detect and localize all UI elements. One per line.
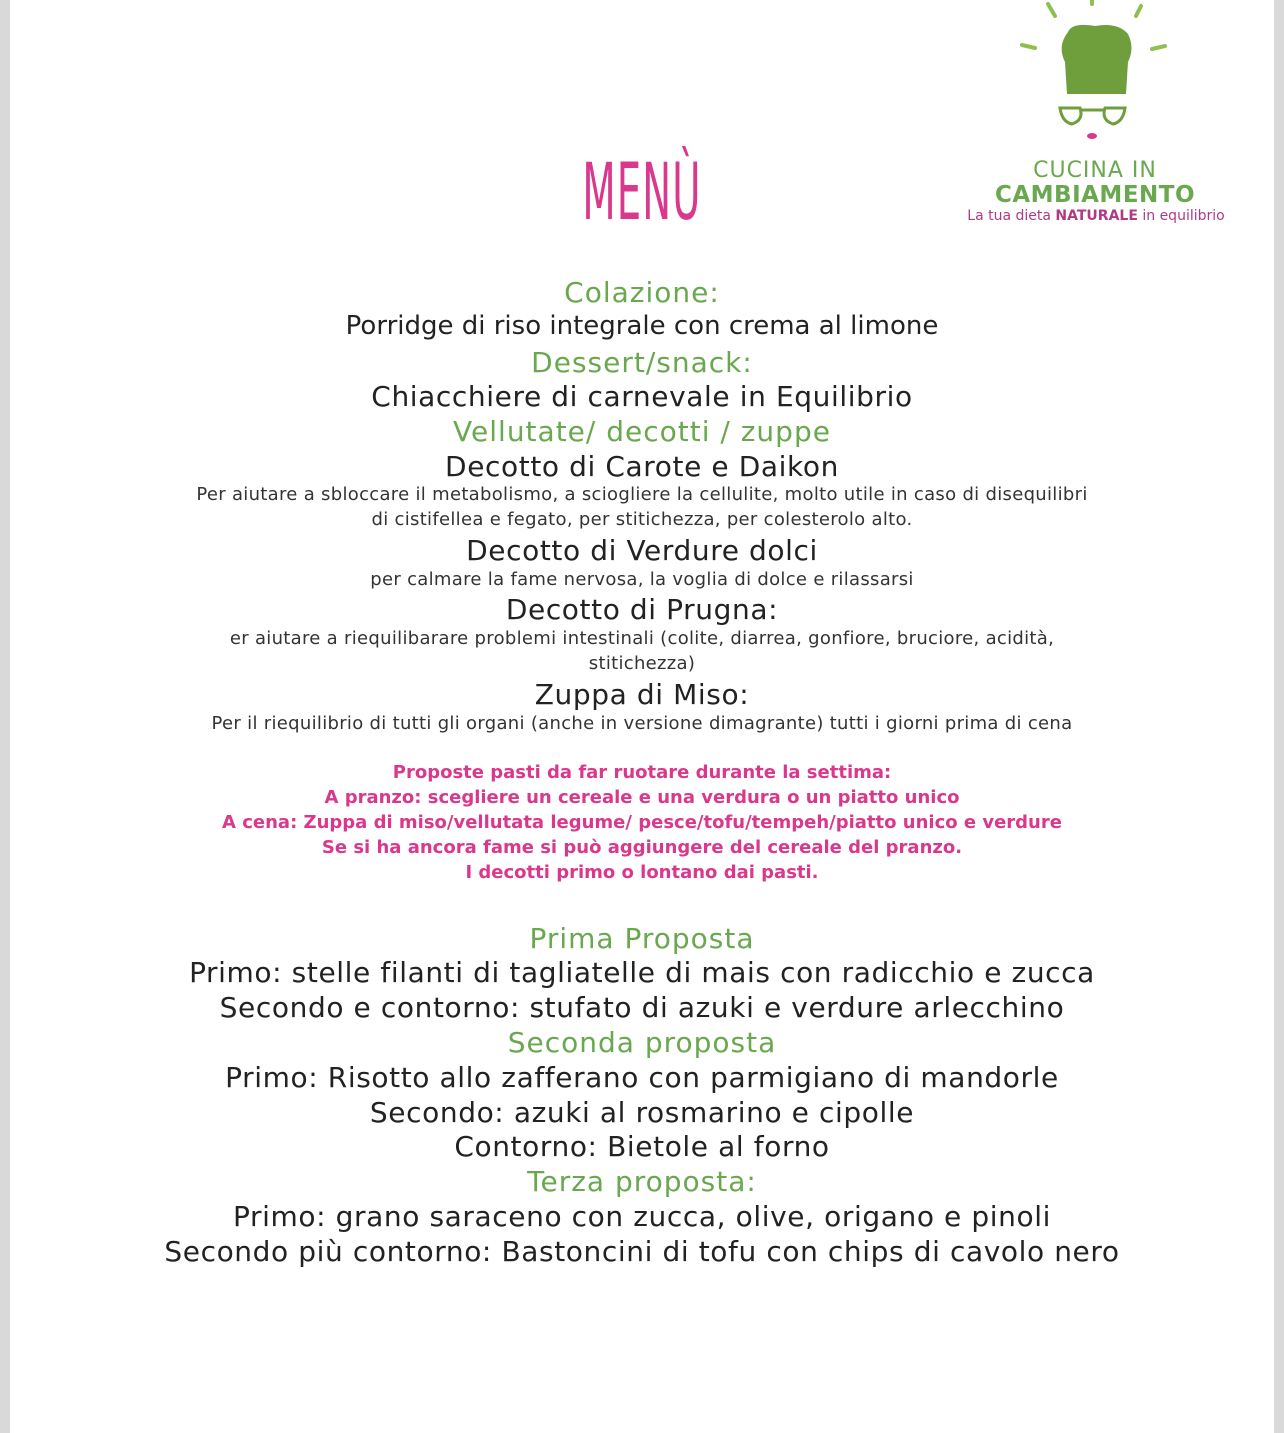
dessert-item: Chiacchiere di carnevale in Equilibrio <box>371 380 913 413</box>
seconda-line-1: Primo: Risotto allo zafferano con parmigiano di mandorle <box>225 1061 1059 1094</box>
proposte-info-1: Proposte pasti da far ruotare durante la settima: <box>392 762 892 783</box>
decotto3-note-1: er aiutare a riequilibarare problemi intestinali (colite, diarrea, gonfiore, bruciore, acidità, <box>229 628 1055 649</box>
colazione-heading: Colazione: <box>564 276 720 309</box>
zuppa-note: Per il riequilibrio di tutti gli organi (anche in versione dimagrante) tutti i giorni prima di cena <box>211 713 1073 734</box>
vellutate-heading: Vellutate/ decotti / zuppe <box>453 415 831 448</box>
chef-hat-bulb-icon <box>960 0 1240 150</box>
terza-line-1: Primo: grano saraceno con zucca, olive, origano e pinoli <box>233 1200 1051 1233</box>
colazione-item: Porridge di riso integrale con crema al limone <box>345 311 939 341</box>
logo-tagline <box>960 208 1232 224</box>
tagline-bold: NATURALE <box>1055 208 1138 224</box>
proposte-info-5: I decotti primo o lontano dai pasti. <box>465 862 819 883</box>
decotto1-note-2: di cistifellea e fegato, per stitichezza, per colesterolo alto. <box>371 509 913 530</box>
decotto1-item: Decotto di Carote e Daikon <box>445 450 839 483</box>
tagline-post: in equilibrio <box>1137 208 1225 224</box>
seconda-line-2: Secondo: azuki al rosmarino e cipolle <box>369 1096 915 1129</box>
logo-line1: CUCINA IN <box>1033 158 1157 183</box>
proposte-info-4: Se si ha ancora fame si può aggiungere del cereale del pranzo. <box>321 837 963 858</box>
proposte-info-3: A cena: Zuppa di miso/vellutata legume/ pesce/tofu/tempeh/piatto unico e verdure <box>222 812 1062 833</box>
prima-line-2: Secondo e contorno: stufato di azuki e verdure arlecchino <box>219 991 1065 1024</box>
page-title: MENÙ <box>582 148 702 238</box>
decotto3-note-2: stitichezza) <box>588 653 696 674</box>
logo-line2: CAMBIAMENTO <box>994 182 1196 208</box>
decotto2-item: Decotto di Verdure dolci <box>466 534 818 567</box>
terza-heading: Terza proposta: <box>527 1165 757 1198</box>
proposte-info-2: A pranzo: scegliere un cereale e una verdura o un piatto unico <box>324 787 960 808</box>
logo <box>960 0 1240 240</box>
seconda-heading: Seconda proposta <box>507 1026 777 1059</box>
decotto2-note: per calmare la fame nervosa, la voglia di dolce e rilassarsi <box>370 569 914 590</box>
terza-line-2: Secondo più contorno: Bastoncini di tofu con chips di cavolo nero <box>164 1235 1120 1268</box>
seconda-line-3: Contorno: Bietole al forno <box>454 1130 830 1163</box>
dessert-heading: Dessert/snack: <box>531 346 753 379</box>
zuppa-item: Zuppa di Miso: <box>534 678 750 711</box>
tagline-pre: La tua dieta <box>967 208 1056 224</box>
decotto1-note-1: Per aiutare a sbloccare il metabolismo, a sciogliere la cellulite, molto utile in caso di disequilibri <box>196 484 1088 505</box>
prima-heading: Prima Proposta <box>529 922 755 955</box>
decotto3-item: Decotto di Prugna: <box>505 593 779 626</box>
prima-line-1: Primo: stelle filanti di tagliatelle di mais con radicchio e zucca <box>189 956 1095 989</box>
